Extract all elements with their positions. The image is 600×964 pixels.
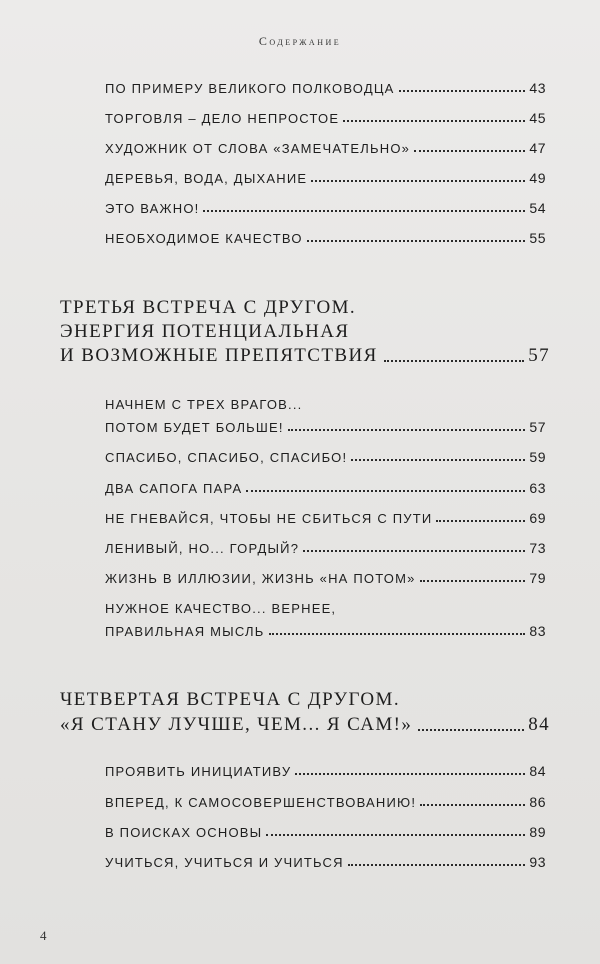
toc-entry-title: ХУДОЖНИК ОТ СЛОВА «ЗАМЕЧАТЕЛЬНО»: [105, 141, 411, 156]
toc-entry-title: ПРАВИЛЬНАЯ МЫСЛЬ: [105, 624, 265, 639]
dot-leader: [399, 90, 526, 92]
toc-entry-page: 47: [529, 140, 546, 156]
dot-leader: [343, 120, 525, 122]
toc-entry-page: 73: [529, 540, 546, 556]
toc-entry-title: В ПОИСКАХ ОСНОВЫ: [105, 825, 263, 840]
chapter-title-last-line: [60, 344, 550, 368]
toc-entry: [105, 200, 546, 216]
chapter-title-line: ЧЕТВЕРТАЯ ВСТРЕЧА С ДРУГОМ.: [60, 689, 400, 710]
dot-leader: [351, 459, 525, 461]
toc-entry-title: ЭТО ВАЖНО!: [105, 201, 200, 216]
dot-leader: [295, 773, 525, 775]
toc-entry-page: 93: [529, 854, 546, 870]
toc-entry: [105, 540, 546, 556]
dot-leader: [420, 804, 525, 806]
toc-entry-title: НЕОБХОДИМОЕ КАЧЕСТВО: [105, 231, 303, 246]
toc-entry-title: ТОРГОВЛЯ – ДЕЛО НЕПРОСТОЕ: [105, 111, 340, 126]
dot-leader: [269, 633, 526, 635]
page-number: 4: [40, 928, 47, 943]
toc-entry-title: ЛЕНИВЫЙ, НО... ГОРДЫЙ?: [105, 541, 300, 556]
toc-entry: [105, 763, 546, 779]
toc-entry: [105, 510, 546, 526]
chapter-title-line: ТРЕТЬЯ ВСТРЕЧА С ДРУГОМ.: [60, 297, 357, 318]
toc-entry-page: 49: [529, 170, 546, 186]
toc-entry: [105, 570, 546, 586]
running-header: Содержание: [258, 34, 342, 48]
toc-entry-page: 79: [529, 570, 546, 586]
toc-entry-title: ПРОЯВИТЬ ИНИЦИАТИВУ: [105, 764, 292, 779]
toc-entry-first-line: НУЖНОЕ КАЧЕСТВО... ВЕРНЕЕ,: [105, 601, 337, 616]
toc-entry-title: ЖИЗНЬ В ИЛЛЮЗИИ, ЖИЗНЬ «НА ПОТОМ»: [105, 571, 416, 586]
dot-leader: [303, 550, 525, 552]
dot-leader: [203, 210, 525, 212]
toc-entry: [105, 110, 546, 126]
toc-entry-page: 63: [529, 480, 546, 496]
chapter-title-line: ЭНЕРГИЯ ПОТЕНЦИАЛЬНАЯ: [60, 321, 350, 342]
toc-entry-page: 45: [529, 110, 546, 126]
toc-entry-page: 69: [529, 510, 546, 526]
toc-entry: [105, 824, 546, 840]
toc-entry: [105, 794, 546, 810]
toc-entry-page: 83: [529, 623, 546, 639]
toc-entry-title: ДЕРЕВЬЯ, ВОДА, ДЫХАНИЕ: [105, 171, 308, 186]
toc-entry: [105, 854, 546, 870]
dot-leader: [348, 864, 526, 866]
toc-entry-page: 55: [529, 230, 546, 246]
toc-entry-title: ВПЕРЕД, К САМОСОВЕРШЕНСТВОВАНИЮ!: [105, 795, 417, 810]
dot-leader: [420, 580, 526, 582]
toc-entry-title: УЧИТЬСЯ, УЧИТЬСЯ И УЧИТЬСЯ: [105, 855, 344, 870]
toc-entry-page: 84: [529, 763, 546, 779]
toc-entry: [105, 623, 546, 639]
dot-leader: [436, 520, 525, 522]
toc-entry-page: 89: [529, 824, 546, 840]
chapter-title-text: «Я СТАНУ ЛУЧШЕ, ЧЕМ... Я САМ!»: [60, 714, 413, 735]
toc-entry-title: ПОТОМ БУДЕТ БОЛЬШЕ!: [105, 420, 284, 435]
toc-entry: [105, 449, 546, 465]
dot-leader: [414, 150, 525, 152]
toc-entry: [105, 140, 546, 156]
chapter-title-text: И ВОЗМОЖНЫЕ ПРЕПЯТСТВИЯ: [60, 345, 378, 366]
chapter-page: 57: [528, 345, 550, 366]
toc-entry: [105, 230, 546, 246]
dot-leader: [418, 729, 524, 731]
toc-entry: [105, 170, 546, 186]
toc-entry-title: НЕ ГНЕВАЙСЯ, ЧТОБЫ НЕ СБИТЬСЯ С ПУТИ: [105, 511, 433, 526]
toc-entry-page: 43: [529, 80, 546, 96]
dot-leader: [311, 180, 525, 182]
chapter-page: 84: [528, 714, 550, 735]
toc-entry: [105, 480, 546, 496]
toc-entry-title: ДВА САПОГА ПАРА: [105, 481, 243, 496]
toc-entry-first-line: НАЧНЕМ С ТРЕХ ВРАГОВ...: [105, 397, 303, 412]
toc-entry-title: ПО ПРИМЕРУ ВЕЛИКОГО ПОЛКОВОДЦА: [105, 81, 395, 96]
dot-leader: [266, 834, 525, 836]
toc-entry-page: 59: [529, 449, 546, 465]
toc-entry-title: СПАСИБО, СПАСИБО, СПАСИБО!: [105, 450, 348, 465]
dot-leader: [384, 360, 525, 362]
toc-entry-page: 86: [529, 794, 546, 810]
chapter-title-last-line: [60, 713, 550, 737]
toc-entry-page: 54: [529, 200, 546, 216]
dot-leader: [288, 429, 526, 431]
toc-entry: [105, 419, 546, 435]
dot-leader: [307, 240, 526, 242]
toc-entry-page: 57: [529, 419, 546, 435]
toc-entry: [105, 80, 546, 96]
dot-leader: [246, 490, 525, 492]
